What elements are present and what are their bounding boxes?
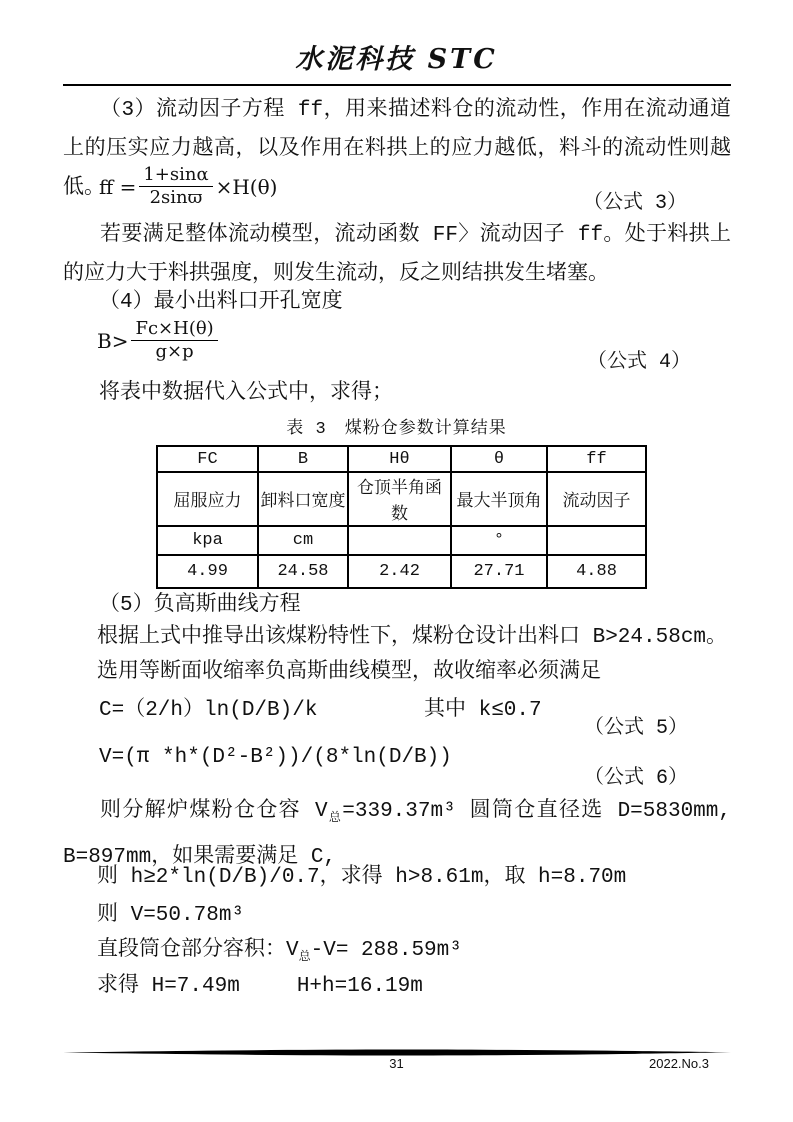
result-left: 求得 H=7.49m	[97, 975, 240, 998]
paragraph-v-result: 则 V=50.78m³	[97, 904, 245, 927]
straight-text-post: -V= 288.59m³	[310, 939, 462, 962]
formula-4-lhs: B>	[97, 328, 129, 353]
paragraph-final-result	[97, 974, 423, 1000]
table-caption: 表 3 煤粉仓参数计算结果	[286, 420, 507, 439]
result-right: H+h=16.19m	[296, 975, 423, 998]
table-row-names	[157, 472, 646, 526]
formula-3-numerator: 1+sinα	[139, 164, 212, 187]
formula-6-label: （公式 6）	[584, 767, 689, 790]
table-cell: kpa	[157, 526, 258, 555]
paragraph-h-calc: 则 h≥2*ln(D/B)/0.7，求得 h>8.61m，取 h=8.70m	[97, 866, 627, 889]
table-cell: 最大半顶角	[451, 472, 547, 526]
table-cell: 屈服应力	[157, 472, 258, 526]
table-cell: ff	[547, 446, 646, 472]
formula-3	[99, 164, 277, 209]
table-cell: 仓顶半角函数	[348, 472, 451, 526]
formula-3-rhs: ×H(θ)	[215, 174, 278, 199]
paragraph-derive: 根据上式中推导出该煤粉特性下，煤粉仓设计出料口 B>24.58cm。	[97, 626, 728, 649]
formula-4-denominator: g×p	[155, 341, 194, 362]
paragraph-straight-section	[97, 938, 462, 970]
table-cell: Hθ	[348, 446, 451, 472]
page-number: 31	[389, 1056, 404, 1071]
formula-3-fraction	[139, 164, 212, 209]
table-cell: 流动因子	[547, 472, 646, 526]
table-coal-params	[156, 445, 647, 589]
formula-3-lhs: ff =	[99, 174, 137, 199]
formula-4	[97, 318, 221, 363]
paragraph-flow-factor: （3）流动因子方程 ff，用来描述料仓的流动性，作用在流动通道上的压实应力越高，以及作用在料拱上的应力越低，料斗的流动性则越低。	[63, 99, 731, 200]
formula-4-numerator: Fc×H(θ)	[131, 318, 217, 341]
straight-text-pre: 直段筒仓部分容积：V	[97, 939, 299, 962]
table-cell: 2.42	[348, 555, 451, 588]
table-cell: 24.58	[258, 555, 348, 588]
volume-text-post: =339.37m³ 圆筒仓直径选 D=5830mm, B=897mm，如果需要满足 C,	[63, 800, 731, 870]
table-cell: °	[451, 526, 547, 555]
heading-section-4: （4）最小出料口开孔宽度	[99, 291, 343, 314]
table-cell: cm	[258, 526, 348, 555]
volume-text-pre: 则分解炉煤粉仓仓容 V	[100, 800, 328, 823]
formula-3-denominator: 2sinϖ	[149, 187, 203, 208]
table-cell: FC	[157, 446, 258, 472]
formula-5-expression: C=（2/h）ln(D/B)/k	[99, 699, 318, 722]
formula-4-label: （公式 4）	[587, 351, 692, 374]
journal-title: 水泥科技 STC	[295, 44, 498, 75]
issue-number: 2022.No.3	[649, 1056, 709, 1071]
formula-5-label: （公式 5）	[584, 717, 689, 740]
table-cell: θ	[451, 446, 547, 472]
footer-rule	[63, 1049, 731, 1056]
table-cell	[547, 526, 646, 555]
formula-6-expression: V=(π *h*(D²-B²))/(8*ln(D/B))	[99, 746, 452, 769]
paragraph-substitute: 将表中数据代入公式中，求得；	[99, 382, 393, 405]
table-row-values	[157, 555, 646, 588]
formula-4-fraction	[131, 318, 217, 363]
table-cell	[348, 526, 451, 555]
table-cell: 27.71	[451, 555, 547, 588]
table-cell: B	[258, 446, 348, 472]
header-rule	[63, 84, 731, 86]
paragraph-select-model: 选用等断面收缩率负高斯曲线模型，故收缩率必须满足	[97, 661, 601, 684]
table-cell: 4.88	[547, 555, 646, 588]
volume-subscript: 总	[327, 811, 343, 826]
paragraph-mass-flow: 若要满足整体流动模型，流动函数 FF〉流动因子 ff。处于料拱上的应力大于料拱强度，则发生流动，反之则结拱发生堵塞。	[63, 224, 731, 286]
straight-subscript: 总	[298, 950, 311, 965]
table-row-symbols	[157, 446, 646, 472]
heading-section-5: （5）负高斯曲线方程	[99, 594, 301, 617]
formula-5-condition: 其中 k≤0.7	[424, 699, 542, 722]
table-cell: 4.99	[157, 555, 258, 588]
table-cell: 卸料口宽度	[258, 472, 348, 526]
formula-3-label: （公式 3）	[583, 192, 688, 215]
table-row-units	[157, 526, 646, 555]
